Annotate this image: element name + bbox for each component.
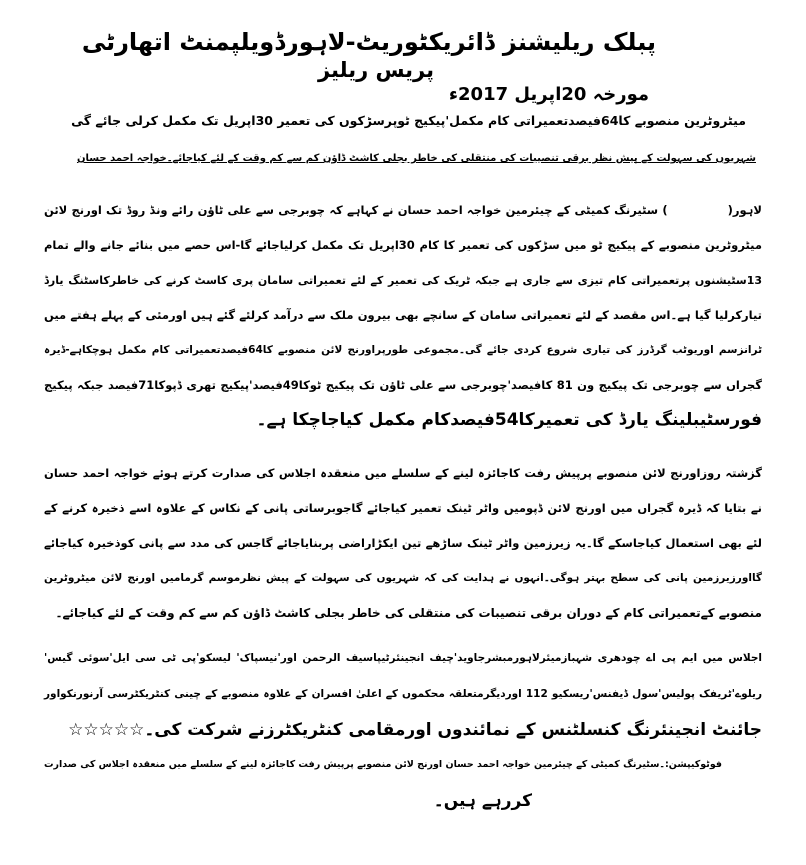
dateline-city: لاہور( bbox=[727, 203, 762, 217]
paragraph-line: لئے بھی استعمال کیاجاسکے گا۔یہ زیرزمین واٹر ٹینک ساڑھے تین ایکڑاراضی پربنایاجائے گاجس کی مدد سے پانی کوذخیرہ کیاجائے bbox=[44, 536, 762, 550]
paragraph-line: گااورزیرزمین پانی کی سطح بہتر ہوگی۔انہوں نے ہدایت کی کہ شہریوں کی سہولت کے پیش نظرموسم گرمامیں اورنج لائن میٹروٹرین bbox=[44, 572, 762, 584]
paragraph-line: 13سٹیشنوں پرتعمیراتی کام تیزی سے جاری ہے جبکہ ٹریک کی تعمیر کے لئے تعمیراتی سامان پری کاسٹ کرنے کی خاطرکاسٹنگ یارڈ bbox=[44, 274, 762, 287]
photo-caption bbox=[44, 747, 762, 819]
paragraph-line: ریلوے'ٹریفک پولیس'سول ڈیفنس'ریسکیو 112 اوردیگرمتعلقہ محکموں کے اعلیٰ افسران کے علاوہ منصوبے کے چینی کنٹریکٹرسی آرنورنکواور bbox=[44, 688, 762, 700]
paragraph-line: تیارکرلیا گیا ہے۔اس مقصد کے لئے تعمیراتی سامان کے سانچے بھی بیرون ملک سے درآمد کرلئے گئے ہیں اورمئی کے پہلے ہفتے میں bbox=[44, 308, 762, 322]
paragraph-line: گزشتہ روزاورنج لائن منصوبے پرپیش رفت کاجائزہ لینے کے سلسلے میں منعقدہ اجلاس کی صدارت کرتے ہوئے خواجہ احمد حسان bbox=[44, 466, 762, 480]
dateline-close: ) bbox=[662, 203, 668, 217]
release-date: مورخہ 20اپریل 2017ء bbox=[448, 84, 649, 105]
press-release-label: پریس ریلیز bbox=[317, 58, 434, 82]
headline: میٹروٹرین منصوبے کا64فیصدتعمیراتی کام مکمل'پیکیج ٹوپرسڑکوں کی تعمیر 30اپریل تک مکمل کرلی جائے گی bbox=[71, 113, 746, 128]
paragraph-line: میٹروٹرین منصوبے کے پیکیج ٹو میں سڑکوں کی تعمیر کا کام 30اپریل تک مکمل کرلیاجائے گا-اس حصے میں بنائے جانے والے تمام bbox=[44, 238, 762, 252]
paragraph-line: لاہور() سٹیرنگ کمیٹی کے چیئرمین خواجہ احمد حسان نے کہاہے کہ چوبرجی سے علی ٹاؤن رائے ونڈ روڈ تک اورنج لائن bbox=[44, 203, 762, 217]
caption-line: فوٹوکیپشن:۔سٹیرنگ کمیٹی کے چیئرمین خواجہ احمد حسان اورنج لائن منصوبے پرپیش رفت کاجائزہ لینے کے سلسلے میں منعقدہ اجلاس کی صدارت bbox=[43, 759, 722, 770]
paragraph-1 bbox=[44, 193, 762, 438]
paragraph-line: ٹرانزسم اوریوٹب گرڈرز کی تیاری شروع کردی جائے گی۔مجموعی طورپراورنج لائن منصوبے کا64فیصدتعمیراتی کام مکمل ہوچکاہے-ڈیرہ bbox=[44, 344, 763, 356]
paragraph-line: گجراں سے چوبرجی تک پیکیج ون 81 کافیصد'چوبرجی سے علی ٹاؤن تک پیکیج ٹوکا49فیصد'پیکیج تھری ڈپوکا71فیصد جبکہ پیکیج bbox=[44, 378, 762, 392]
paragraph-line: نے بتایا کہ ڈیرہ گجراں میں اورنج لائن ڈپومیں واٹر ٹینک تعمیر کیاجائے گاجوبرساتی پانی کے نکاس کے علاوہ اسے ذخیرہ کرنے کے bbox=[44, 501, 762, 515]
paragraph-3-attendees bbox=[44, 640, 762, 748]
paragraph-line: اجلاس میں ایم پی اے چودھری شہبازمیئرلاہورمبشرجاوید'چیف انجینئرٹیپاسیف الرحمن اور'نیسپاک' لیسکو'پی ٹی سی ایل'سوئی گیس' bbox=[44, 652, 762, 664]
star-separator-icon: ☆☆☆☆☆ bbox=[68, 720, 145, 740]
paragraph-line: منصوبے کےتعمیراتی کام کے دوران برقی تنصیبات کی منتقلی کی خاطر بجلی کاشٹ ڈاؤن کم سے کم وقت کے لئے کیاجائے۔ bbox=[55, 606, 762, 620]
paragraph-line: جائنٹ انجینئرنگ کنسلٹنس کے نمائندوں اورمقامی کنٹریکٹرزنے شرکت کی۔☆☆☆☆☆ bbox=[68, 720, 762, 740]
paragraph-line: فورسٹیبلینگ یارڈ کی تعمیرکا54فیصدکام مکمل کیاجاچکا ہے۔ bbox=[256, 410, 762, 430]
caption-line: کررہے ہیں۔ bbox=[433, 791, 532, 811]
subheadline: شہریوں کی سہولت کے پیش نظر برقی تنصیبات کی منتقلی کی خاطر بجلی کاشٹ ڈاؤن کم سے کم وقت کے لئے کیاجائے۔خواجہ احمد حسان bbox=[76, 153, 756, 164]
paragraph-2 bbox=[44, 456, 762, 631]
organization-heading: پبلک ریلیشنز ڈائریکٹوریٹ-لاہورڈویلپمنٹ اتھارٹی bbox=[81, 28, 656, 56]
